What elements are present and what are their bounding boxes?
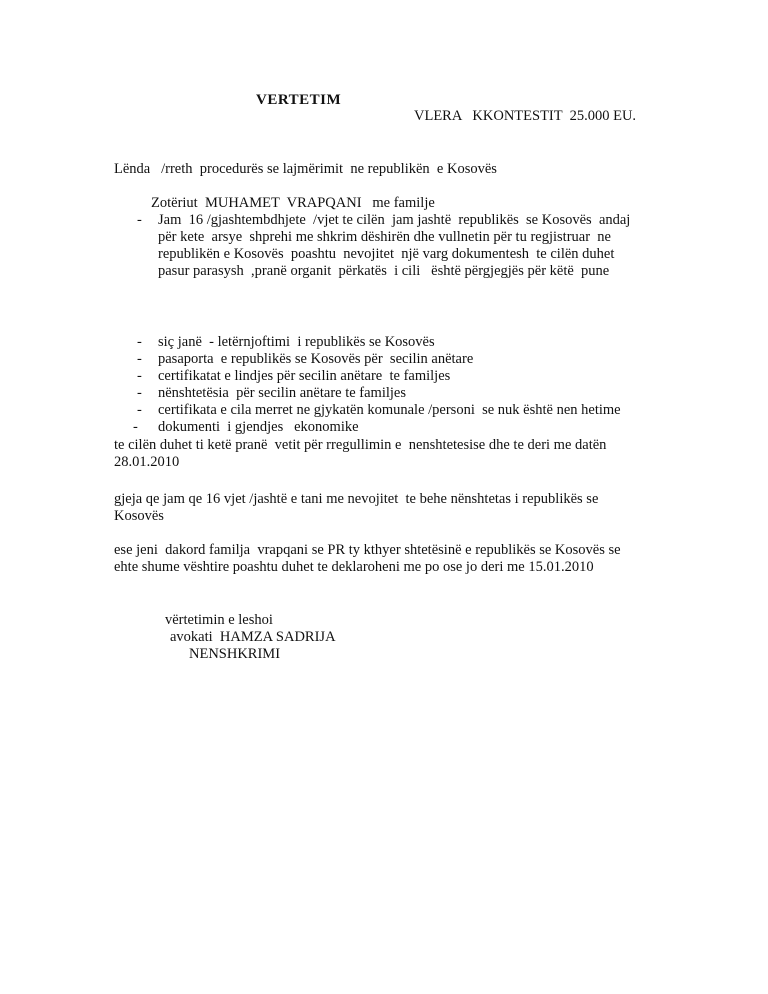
list-item: certifikata e cila merret ne gjykatën komunale /personi se nuk është nen hetime bbox=[158, 402, 621, 418]
list-item-bullet: - bbox=[137, 385, 142, 401]
list-item-bullet: - bbox=[137, 402, 142, 418]
lawyer-name: avokati HAMZA SADRIJA bbox=[170, 629, 336, 645]
issued-by-line: vërtetimin e leshoi bbox=[165, 612, 273, 628]
paragraph-2-line-1: ese jeni dakord familja vrapqani se PR ty kthyer shtetësinë e republikës se Kosovës se bbox=[114, 542, 621, 558]
list-item: nënshtetësia për secilin anëtare te familjes bbox=[158, 385, 407, 401]
list-item: certifikatat e lindjes për secilin anëtare te familjes bbox=[158, 368, 451, 384]
list-item-bullet: - bbox=[137, 351, 142, 367]
intro-line-1: Jam 16 /gjashtembdhjete /vjet te cilën jam jashtë republikës se Kosovës andaj bbox=[158, 212, 631, 228]
intro-line-4: pasur parasysh ,pranë organit përkatës i cili është përgjegjës për këtë pune bbox=[158, 263, 610, 279]
list-item: dokumenti i gjendjes ekonomike bbox=[158, 419, 359, 435]
list-item: siç janë - letërnjoftimi i republikës se Kosovës bbox=[158, 334, 435, 350]
list-item-bullet: - bbox=[137, 334, 142, 350]
claim-value: VLERA KKONTESTIT 25.000 EU. bbox=[414, 108, 637, 124]
paragraph-1-line-1: gjeja qe jam qe 16 vjet /jashtë e tani me nevojitet te behe nënshtetas i republikës se bbox=[114, 491, 599, 507]
addressee-line: Zotëriut MUHAMET VRAPQANI me familje bbox=[151, 195, 435, 211]
intro-line-2: për kete arsye shprehi me shkrim dëshirën dhe vullnetin për tu regjistruar ne bbox=[158, 229, 611, 245]
paragraph-2-line-2: ehte shume vështire poashtu duhet te deklaroheni me po ose jo deri me 15.01.2010 bbox=[114, 559, 594, 575]
deadline-line-2: 28.01.2010 bbox=[114, 454, 180, 470]
intro-bullet: - bbox=[137, 212, 142, 228]
paragraph-1-line-2: Kosovës bbox=[114, 508, 164, 524]
document-title: VERTETIM bbox=[256, 92, 342, 108]
signature-label: NENSHKRIMI bbox=[189, 646, 281, 662]
list-item-bullet: - bbox=[133, 419, 138, 435]
subject-line: Lënda /rreth procedurës se lajmërimit ne republikën e Kosovës bbox=[114, 161, 497, 177]
intro-line-3: republikën e Kosovës poashtu nevojitet një varg dokumentesh te cilën duhet bbox=[158, 246, 615, 262]
list-item: pasaporta e republikës se Kosovës për secilin anëtare bbox=[158, 351, 474, 367]
list-item-bullet: - bbox=[137, 368, 142, 384]
deadline-line-1: te cilën duhet ti ketë pranë vetit për rregullimin e nenshtetesise dhe te deri me datën bbox=[114, 437, 607, 453]
